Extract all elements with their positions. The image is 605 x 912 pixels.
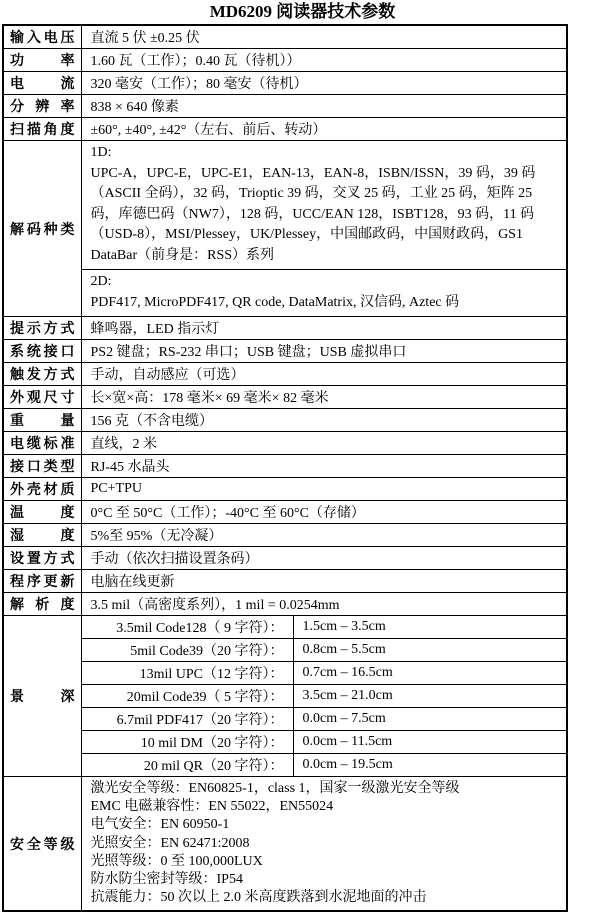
spec-label: 重 量 [3,409,81,432]
page-title: MD6209 阅读器技术参数 [209,2,396,21]
depth-range: 0.0cm – 19.5cm [293,754,567,777]
depth-row [3,708,567,731]
spec-label: 触发方式 [3,363,81,386]
spec-value: 手动（依次扫描设置条码） [81,547,567,570]
spec-value: PS2 键盘；RS-232 串口；USB 键盘；USB 虚拟串口 [81,340,567,363]
spec-label: 湿 度 [3,524,81,547]
depth-row [3,754,567,777]
spec-value: 1.60 瓦（工作）；0.40 瓦（待机）） [81,49,567,72]
spec-value: PC+TPU [81,478,567,501]
spec-row-cable-standard [3,432,567,455]
spec-value: 838 × 640 像素 [81,95,567,118]
spec-row-humidity [3,524,567,547]
spec-value: 156 克（不含电缆） [81,409,567,432]
spec-label: 电缆标准 [3,432,81,455]
spec-row-setup-mode [3,547,567,570]
spec-value: 3.5 mil（高密度系列），1 mil = 0.0254mm [81,593,567,616]
spec-row-power [3,49,567,72]
spec-row-trigger-mode [3,363,567,386]
spec-row-safety [3,777,567,912]
depth-row [3,616,567,639]
spec-row-dimensions [3,386,567,409]
depth-item: 20mil Code39（ 5 字符）： [81,685,293,708]
decode-2d-heading: 2D: [90,274,112,289]
spec-label: 扫描角度 [3,118,81,141]
depth-row [3,731,567,754]
spec-row-resolution-mil [3,593,567,616]
depth-item: 3.5mil Code128（ 9 字符）： [81,616,293,639]
spec-row-current [3,72,567,95]
depth-row [3,662,567,685]
decode-1d-heading: 1D: [90,145,112,160]
spec-label: 设置方式 [3,547,81,570]
spec-value: 长×宽×高：178 毫米× 69 毫米× 82 毫米 [81,386,567,409]
decode-1d-list: UPC-A，UPC-E，UPC-E1，EAN-13，EAN-8，ISBN/ISSN，39 码，39 码（ASCII 全码），32 码，Trioptic 39 码，交叉 25 码，工业 25 码，矩阵 25 码，库德巴码（NW7），128 码，UCC/EAN 128，ISBT128，93 码，11 码（USD-8），MSI/Plessey，UK/Plessey，中国邮政码，中国财政码，GS1 DataBar（前身是：RSS）系列 [90,165,536,263]
safety-line: 光照安全：EN 62471:2008 [90,835,250,851]
spec-value: RJ-45 水晶头 [81,455,567,478]
spec-row-system-interface [3,340,567,363]
decode-2d-list: PDF417, MicroPDF417, QR code, DataMatrix, 汉信码, Aztec 码 [90,294,460,310]
spec-label: 外观尺寸 [3,386,81,409]
depth-row [3,685,567,708]
spec-label: 温 度 [3,501,81,524]
depth-range: 1.5cm – 3.5cm [293,616,567,639]
spec-label-depth: 景 深 [3,616,81,777]
depth-range: 0.0cm – 7.5cm [293,708,567,731]
depth-item: 6.7mil PDF417（20 字符）： [81,708,293,731]
depth-range: 0.7cm – 16.5cm [293,662,567,685]
spec-row-input-voltage [3,25,567,49]
spec-label-decode: 解码种类 [3,141,81,317]
spec-label: 功 率 [3,49,81,72]
spec-value: 电脑在线更新 [81,570,567,593]
spec-label: 程序更新 [3,570,81,593]
spec-row-indication [3,317,567,340]
spec-row-weight [3,409,567,432]
spec-label: 电 流 [3,72,81,95]
spec-table [2,24,568,912]
spec-label: 输入电压 [3,25,81,49]
safety-line: EMC 电磁兼容性：EN 55022，EN55024 [90,799,334,815]
spec-value: 手动，自动感应（可选） [81,363,567,386]
spec-row-scan-angle [3,118,567,141]
depth-item: 20 mil QR（20 字符）： [81,754,293,777]
depth-range: 3.5cm – 21.0cm [293,685,567,708]
spec-value: 蜂鸣器，LED 指示灯 [81,317,567,340]
spec-value: ±60°, ±40°, ±42°（左右、前后、转动） [81,118,567,141]
safety-line: 电气安全：EN 60950-1 [90,817,230,833]
safety-line: 防水防尘密封等级：IP54 [90,872,243,888]
depth-row [3,639,567,662]
spec-value: 320 毫安（工作）；80 毫安（待机） [81,72,567,95]
decode-2d-cell [81,270,567,317]
depth-item: 13mil UPC（12 字符）： [81,662,293,685]
spec-value: 5%至 95%（无冷凝） [81,524,567,547]
spec-label: 外壳材质 [3,478,81,501]
spec-row-shell-material [3,478,567,501]
depth-range: 0.0cm – 11.5cm [293,731,567,754]
spec-row-decode-1d [3,141,567,270]
spec-label: 系统接口 [3,340,81,363]
spec-row-connector-type [3,455,567,478]
spec-label: 解 析 度 [3,593,81,616]
decode-1d-cell [81,141,567,270]
spec-row-firmware-update [3,570,567,593]
spec-label-safety: 安全等级 [3,777,81,912]
spec-value: 直流 5 伏 ±0.25 伏 [81,25,567,49]
safety-line: 光照等级：0 至 100,000LUX [90,853,263,869]
safety-cell [81,777,567,912]
spec-label: 分 辨 率 [3,95,81,118]
spec-label: 接口类型 [3,455,81,478]
spec-row-temperature [3,501,567,524]
depth-range: 0.8cm – 5.5cm [293,639,567,662]
safety-line: 激光安全等级：EN60825-1，class 1，国家一级激光安全等级 [90,781,460,796]
spec-row-decode-2d [3,270,567,317]
spec-label: 提示方式 [3,317,81,340]
depth-item: 10 mil DM（20 字符）： [81,731,293,754]
depth-item: 5mil Code39（20 字符）： [81,639,293,662]
spec-row-resolution [3,95,567,118]
spec-value: 直线，2 米 [81,432,567,455]
safety-line: 抗震能力：50 次以上 2.0 米高度跌落到水泥地面的冲击 [90,890,427,906]
spec-value: 0°C 至 50°C（工作）；-40°C 至 60°C（存储） [81,501,567,524]
